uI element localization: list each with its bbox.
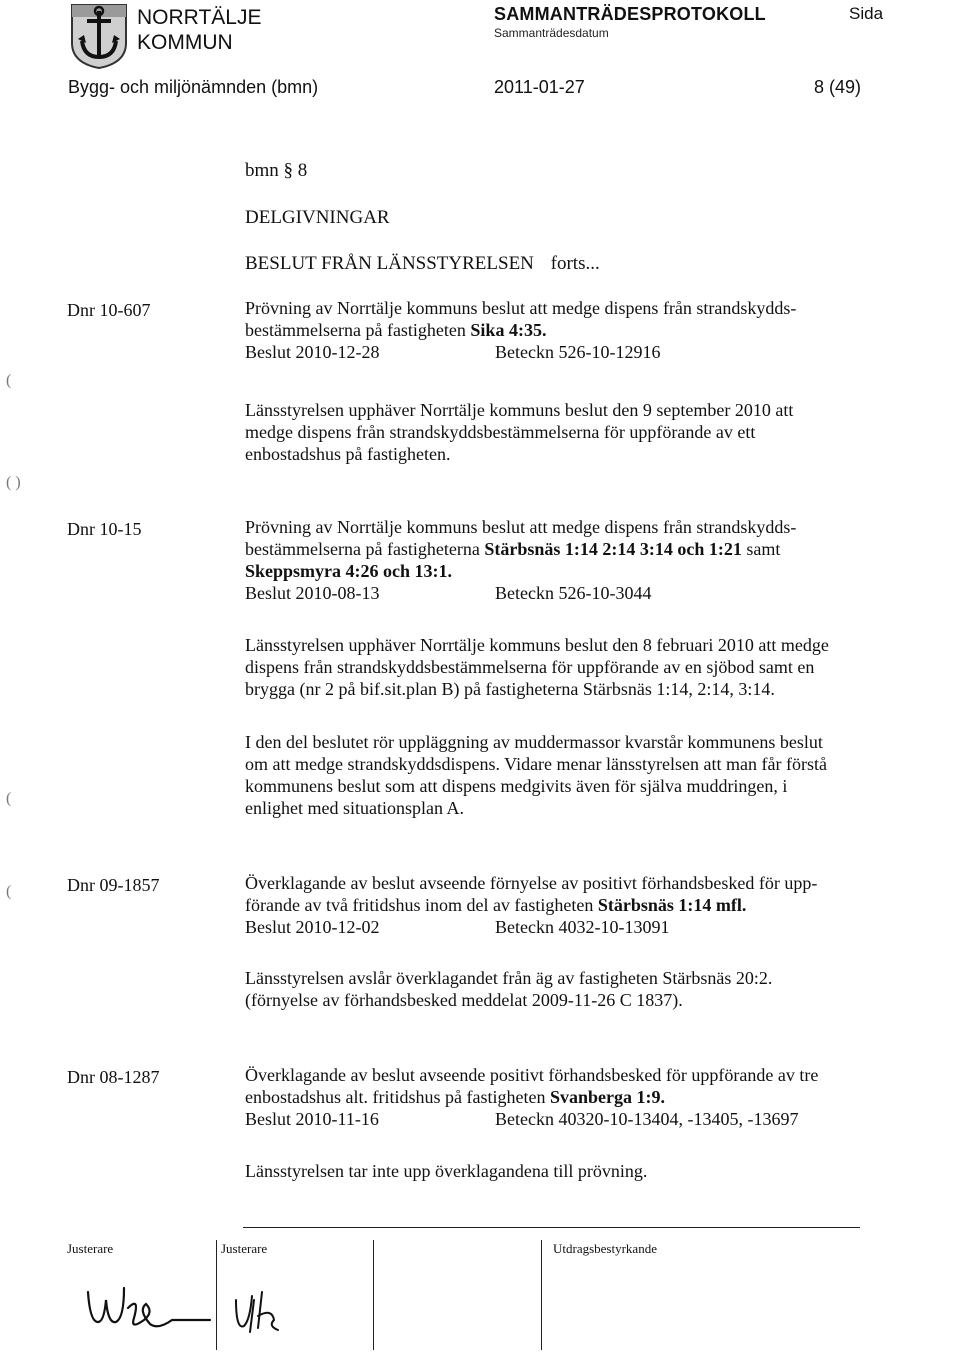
property-designation: Stärbsnäs 1:14 2:14 3:14 och 1:21: [484, 539, 742, 559]
dnr-label: Dnr 10-607: [67, 300, 151, 320]
paragraph-line: enlighet med situationsplan A.: [245, 798, 464, 818]
paragraph-line: (förnyelse av förhandsbesked meddelat 2009-11-26 C 1837).: [245, 990, 683, 1010]
body-line: bestämmelserna på fastigheterna Stärbsnäs 1:14 2:14 3:14 och 1:21 samt: [245, 539, 781, 559]
decision-line: [245, 916, 905, 938]
body-line: Prövning av Norrtälje kommuns beslut att medge dispens från strandskydds-: [245, 298, 797, 318]
document-subtitle: Sammanträdesdatum: [494, 26, 609, 40]
signature-2: [228, 1280, 283, 1335]
beteckn-ref: Beteckn 40320-10-13404, -13405, -13697: [495, 1109, 799, 1129]
justerare-label: Justerare: [67, 1241, 114, 1256]
paragraph-line: Länsstyrelsen avslår överklagandet från äg av fastigheten Stärbsnäs 20:2.: [245, 968, 773, 988]
utdragsbestyrkande-label: Utdragsbestyrkande: [553, 1241, 657, 1256]
decision-paragraph: [245, 399, 905, 465]
document-title: SAMMANTRÄDESPROTOKOLL: [494, 4, 766, 24]
section-body: [245, 297, 905, 363]
paragraph-line: medge dispens från strandskyddsbestämmelserna för uppförande av ett: [245, 422, 756, 442]
paragraph-line: kommunens beslut som att dispens medgivits även för själva muddringen, i: [245, 776, 788, 796]
body-line: Överklagande av beslut avseende förnyelse av positivt förhandsbesked för upp-: [245, 873, 818, 893]
paragraph-line: brygga (nr 2 på bif.sit.plan B) på fastigheterna Stärbsnäs 1:14, 2:14, 3:14.: [245, 679, 775, 699]
property-designation: Skeppsmyra 4:26 och 13:1.: [245, 561, 453, 581]
beslut-date: Beslut 2010-12-02: [245, 917, 380, 937]
municipality-name-line2: KOMMUN: [137, 31, 233, 54]
property-designation: Stärbsnäs 1:14 mfl.: [597, 895, 747, 915]
beslut-date: Beslut 2010-12-28: [245, 342, 380, 362]
subtitle-suffix: forts...: [550, 253, 600, 274]
paragraph-line: enbostadshus på fastigheten.: [245, 444, 451, 464]
body-line: Prövning av Norrtälje kommuns beslut att medge dispens från strandskydds-: [245, 517, 797, 537]
signature-1: [84, 1278, 214, 1338]
paragraph-line: Länsstyrelsen tar inte upp överklagandena till prövning.: [245, 1161, 648, 1181]
section-body: [245, 516, 905, 604]
dnr-label: Dnr 08-1287: [67, 1067, 160, 1087]
margin-mark: ( ): [6, 474, 21, 491]
dnr-label: Dnr 09-1857: [67, 875, 160, 895]
footer-divider: [541, 1240, 542, 1350]
beslut-date: Beslut 2010-11-16: [245, 1109, 379, 1129]
decision-paragraph: [245, 731, 905, 819]
beslut-date: Beslut 2010-08-13: [245, 583, 380, 603]
dnr-label: Dnr 10-15: [67, 519, 142, 539]
beteckn-ref: Beteckn 526-10-3044: [495, 583, 652, 603]
decision-paragraph: [245, 967, 905, 1011]
beteckn-ref: Beteckn 4032-10-13091: [495, 917, 670, 937]
paragraph-line: om att medge strandskyddsdispens. Vidare menar länsstyrelsen att man får förstå: [245, 754, 827, 774]
board-name: Bygg- och miljönämnden (bmn): [68, 77, 319, 97]
meeting-date: 2011-01-27: [494, 77, 585, 97]
paragraph-line: Länsstyrelsen upphäver Norrtälje kommuns beslut den 9 september 2010 att: [245, 400, 794, 420]
page-label: Sida: [849, 4, 884, 23]
decision-paragraph: [245, 1160, 905, 1182]
body-line: enbostadshus alt. fritidshus på fastigheten Svanberga 1:9.: [245, 1087, 665, 1107]
subtitle-text: BESLUT FRÅN LÄNSSTYRELSEN: [245, 253, 534, 274]
decision-line: [245, 341, 905, 363]
margin-mark: (: [6, 883, 12, 900]
municipality-name-line1: NORRTÄLJE: [137, 6, 262, 29]
decision-line: [245, 1108, 905, 1130]
body-line: Överklagande av beslut avseende positivt förhandsbesked för uppförande av tre: [245, 1065, 819, 1085]
footer-divider: [216, 1240, 217, 1350]
margin-mark: (: [6, 790, 12, 807]
beteckn-ref: Beteckn 526-10-12916: [495, 342, 661, 362]
paragraph-line: dispens från strandskyddsbestämmelserna för uppförande av en sjöbod samt en: [245, 657, 815, 677]
footer-divider: [373, 1240, 374, 1350]
paragraph-number: bmn § 8: [245, 160, 308, 181]
paragraph-line: Länsstyrelsen upphäver Norrtälje kommuns beslut den 8 februari 2010 att medge: [245, 635, 829, 655]
decision-line: [245, 582, 905, 604]
margin-mark: (: [6, 372, 12, 389]
property-designation: Sika 4:35.: [470, 320, 547, 340]
section-body: [245, 872, 905, 938]
page-number: 8 (49): [814, 77, 862, 97]
justerare-label: Justerare: [221, 1241, 268, 1256]
footer-rule: [243, 1227, 860, 1228]
municipality-logo: [70, 3, 128, 69]
body-line: bestämmelserna på fastigheten Sika 4:35.: [245, 320, 547, 340]
body-line: förande av två fritidshus inom del av fastigheten Stärbsnäs 1:14 mfl.: [245, 895, 747, 915]
section-subtitle: [245, 253, 600, 275]
paragraph-line: I den del beslutet rör uppläggning av muddermassor kvarstår kommunens beslut: [245, 732, 823, 752]
section-title: DELGIVNINGAR: [245, 207, 390, 228]
section-body: [245, 1064, 905, 1130]
decision-paragraph: [245, 634, 905, 700]
property-designation: Svanberga 1:9.: [549, 1087, 665, 1107]
